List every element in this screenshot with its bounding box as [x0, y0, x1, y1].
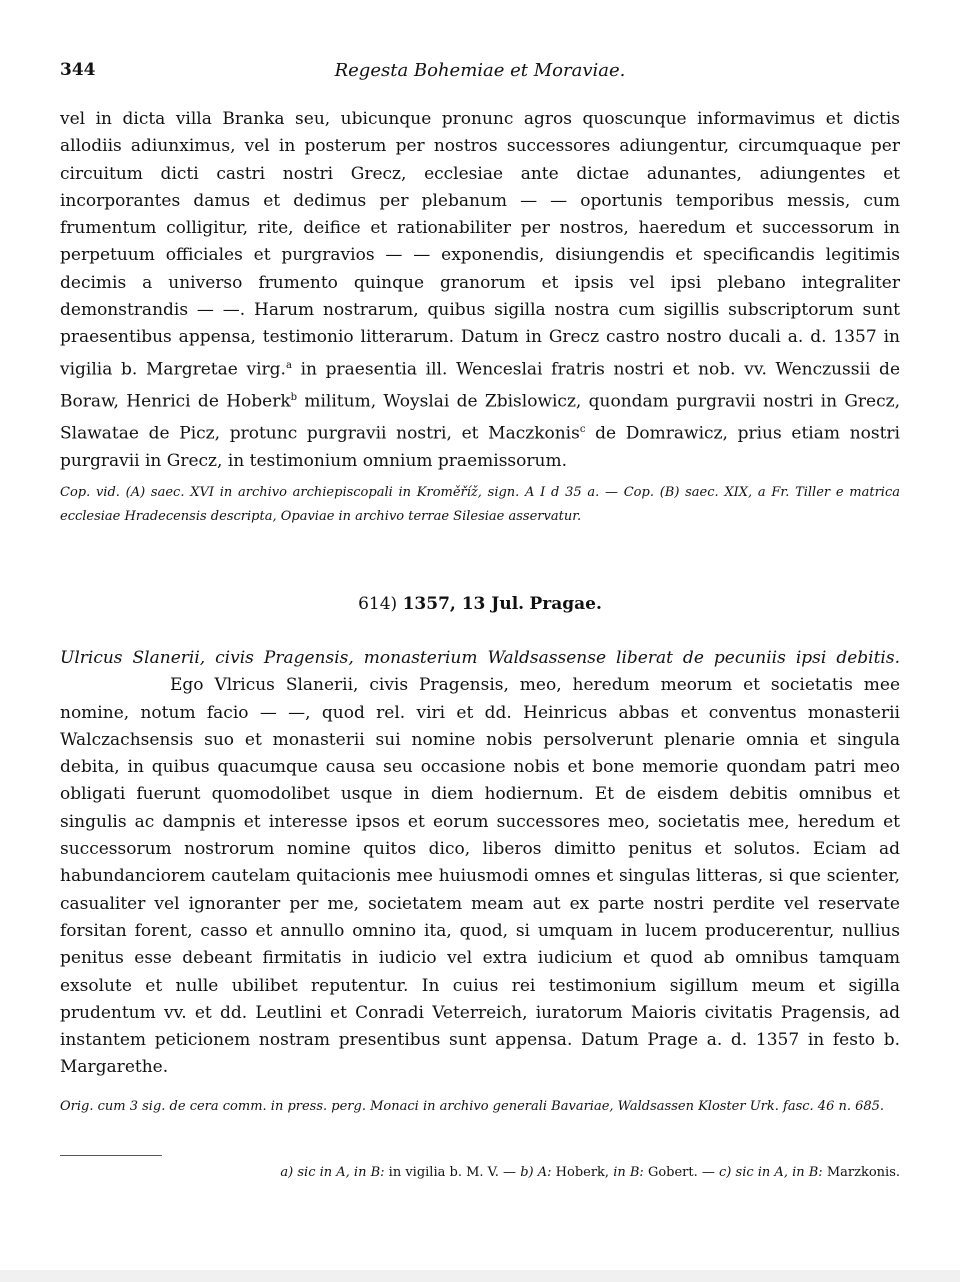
doc2-place: Pragae.	[529, 594, 602, 614]
footnote-c-text: Marzkonis.	[826, 1165, 900, 1180]
doc1-source-note: Cop. vid. (A) saec. XVI in archivo archiepiscopali in Kroměříž, sign. A I d 35 a. — Cop. (B) saec. XIX, a Fr. Tiller e matrica ecclesiae Hradecensis descripta, Opaviae in archivo terrae Silesiae asservatur.	[60, 485, 900, 524]
doc1-paragraph-cont: in praesentia ill. Wenceslai fratris nostri et nob. vv. Wenczussii de Boraw, Henrici de Hoberk	[60, 359, 901, 412]
footnote-b-text: Hoberk,	[555, 1165, 610, 1180]
doc1-paragraph-cont-3: de Domrawicz, prius etiam nostri purgravii in Grecz, in testimonium omnium praemissorum.	[60, 423, 900, 471]
footnote-mark-b: b	[290, 391, 298, 403]
footnote-c-mark: c)	[719, 1165, 732, 1180]
doc2-text: Ego Vlricus Slanerii, civis Pragensis, meo, heredum meorum et societatis mee nomine, notum facio — —, quod rel. viri et dd. Heinricus abbas et conventus monasterii Walczachsensis suo et monasterii sui nomine nobis persolverunt plenarie omnia et singula debita, in quibus quacumque causa seu occasione nobis et bone memorie quondam patri meo obligati fuerunt quomodolibet usque in diem hodiernum. Et de eisdem debitis omnibus et singulis ac dampnis et interesse ipsos et eorum successores meo, societatis mee, heredum et successorum nostrorum nomine quitos dico, liberos dimitto penitus et solutos. Eciam ad habundanciorem cautelam quitacionis mee huiusmodi omnes et singulas litteras, si que scienter, casualiter vel ignoranter per me, societatem meam aut ex parte nostri perdite vel reservate forsitan forent, casso et annullo omnino ita, quod, si umquam in lucem producerentur, nullius penitus esse debeant firmitatis in iudicio vel extra iudicium et quod ab omnibus tamquam exsolute et nulle ubilibet reputentur. In cuius rei testimonium sigillum meum et sigilla prudentum vv. et dd. Leutlini et Conradi Veterreich, iuratorum Maioris civitatis Pragensis, ad instantem peticionem nostram presentibus sunt appensa. Datum Prage a. d. 1357 in festo b. Margarethe.	[60, 675, 900, 1078]
doc2-heading	[60, 594, 900, 620]
footnote-b-italic: A:	[537, 1165, 552, 1180]
footnote-c-italic: sic in A, in B:	[735, 1165, 823, 1180]
footnote-mark-a: a	[285, 359, 292, 371]
page-bottom-edge	[0, 1270, 960, 1282]
footnote-b-text-2: Gobert. —	[647, 1165, 715, 1180]
doc2-body	[60, 645, 900, 1082]
running-title: Regesta Bohemiae et Moraviae.	[334, 60, 626, 81]
page-header	[60, 60, 900, 88]
doc2-source-note: Orig. cum 3 sig. de cera comm. in press. perg. Monaci in archivo generali Bavariae, Waldsassen Kloster Urk. fasc. 46 n. 685.	[60, 1099, 885, 1114]
footnote-a-mark: a)	[280, 1165, 294, 1180]
doc2-summary: Ulricus Slanerii, civis Pragensis, monasterium Waldsassense liberat de pecuniis ipsi debitis.	[60, 648, 900, 668]
doc2-number: 614)	[358, 594, 398, 614]
footnote-a-text: in vigilia b. M. V. —	[388, 1165, 517, 1180]
page-number: 344	[60, 60, 96, 80]
footnote-mark-c: c	[579, 423, 586, 435]
footnote-b-italic-2: in B:	[613, 1165, 644, 1180]
doc1-body	[60, 106, 900, 475]
footnote-a-italic: sic in A, in B:	[297, 1165, 385, 1180]
doc1-paragraph-cont-2: militum, Woyslai de Zbislowicz, quondam purgravii nostri in Grecz, Slawatae de Picz, protunc purgravii nostri, et Maczkonis	[60, 391, 901, 444]
doc1-paragraph: vel in dicta villa Branka seu, ubicunque pronunc agros quoscunque informavimus et dictis allodiis adiunximus, vel in posterum per nostros successores adiungentur, circumquaque per circuitum dicti castri nostri Grecz, ecclesiae ante dictae adunantes, adiungentes et incorporantes damus et dedimus per plebanum — — oportunis temporibus messis, cum frumentum colligitur, rite, deifice et rationabiliter per nostros, haeredum et successorum in perpetuum officiales et purgravios — — exponendis, disiungendis et specificandis legitimis decimis a universo frumento quinque granorum et ipsis vel ipsi plebano integraliter demonstrandis — —. Harum nostrarum, quibus sigilla nostra cum sigillis subscriptorum sunt praesentibus appensa, testimonio litterarum. Datum in Grecz castro nostro ducali a. d. 1357 in vigilia b. Margretae virg.	[60, 109, 900, 380]
footnote-divider	[60, 1155, 162, 1156]
footnote-b-mark: b)	[520, 1165, 534, 1180]
doc2-date: 1357, 13 Jul.	[402, 594, 525, 614]
footnotes	[60, 1165, 900, 1180]
